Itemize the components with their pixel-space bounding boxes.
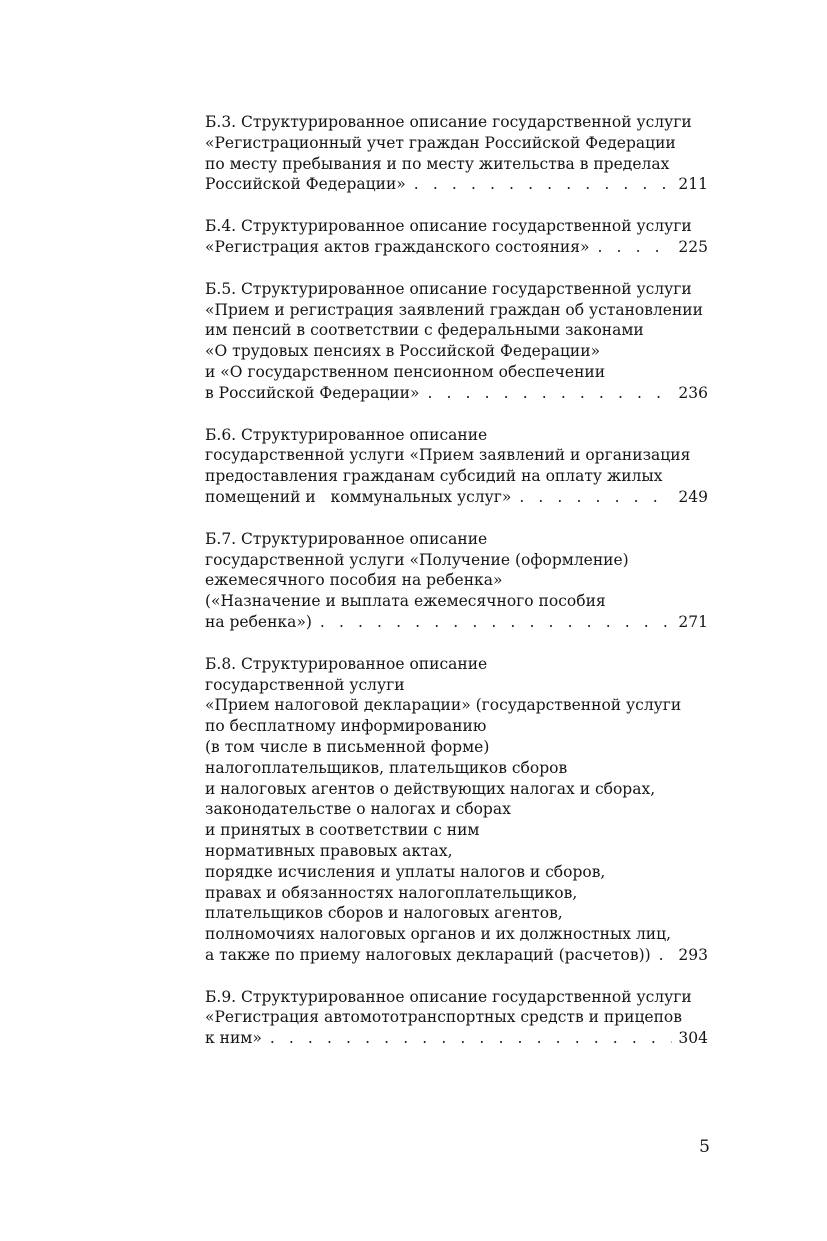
page-ref: 211 (678, 175, 708, 194)
entry-line: налогоплательщиков, плательщиков сборов (205, 758, 568, 777)
toc-entry-b6 (205, 425, 708, 508)
entry-line: Б.8. Структурированное описание (205, 654, 488, 673)
entry-line: государственной услуги (205, 675, 405, 694)
entry-line: Б.4. Структурированное описание государственной услуги (205, 217, 692, 236)
entry-line: ежемесячного пособия на ребенка» (205, 571, 503, 590)
entry-last-line (205, 487, 708, 508)
entry-line: «Прием и регистрация заявлений граждан об установлении (205, 300, 703, 319)
page-number: 5 (699, 1137, 710, 1157)
page-ref: 236 (678, 383, 708, 402)
entry-line: Б.6. Структурированное описание (205, 425, 488, 444)
entry-line: государственной услуги «Получение (оформление) (205, 550, 629, 569)
page-ref: 293 (678, 945, 708, 964)
entry-last-line (205, 237, 708, 258)
entry-line: Б.3. Структурированное описание государственной услуги (205, 113, 692, 131)
toc-entry-b8 (205, 654, 708, 966)
dot-leader (419, 383, 672, 404)
entry-line: в Российской Федерации» (205, 383, 420, 402)
page-ref: 249 (678, 487, 708, 506)
entry-last-line (205, 612, 708, 633)
dot-leader (312, 612, 673, 633)
page-ref: 271 (678, 612, 708, 631)
entry-line: помещений и коммунальных услуг» (205, 487, 512, 506)
entry-line: и налоговых агентов о действующих налогах и сборах, (205, 779, 656, 798)
entry-line: «О трудовых пенсиях в Российской Федерации» (205, 342, 601, 361)
entry-line: «Регистрационный учет граждан Российской Федерации (205, 133, 676, 152)
entry-line: законодательстве о налогах и сборах (205, 800, 511, 819)
entry-line: плательщиков сборов и налоговых агентов, (205, 904, 563, 923)
dot-leader (262, 1028, 673, 1049)
entry-last-line (205, 383, 708, 404)
dot-leader (651, 945, 673, 966)
dot-leader (406, 174, 673, 195)
entry-line: полномочиях налоговых органов и их должностных лиц, (205, 925, 672, 944)
entry-line: порядке исчисления и уплаты налогов и сборов, (205, 862, 606, 881)
entry-line: «Регистрация актов гражданского состояния» (205, 237, 590, 256)
entry-line: а также по приему налоговых деклараций (расчетов)) (205, 945, 651, 964)
entry-line: к ним» (205, 1029, 262, 1048)
page-ref: 304 (678, 1029, 708, 1048)
entry-line: и «О государственном пенсионном обеспечении (205, 362, 606, 381)
entry-line: по бесплатному информированию (205, 717, 487, 736)
entry-line: (в том числе в письменной форме) (205, 737, 490, 756)
toc-entry-b7 (205, 529, 708, 633)
entry-last-line (205, 174, 708, 195)
entry-line: «Прием налоговой декларации» (государственной услуги (205, 696, 682, 715)
entry-line: «Регистрация автомототранспортных средств и прицепов (205, 1008, 682, 1027)
entry-line: Б.7. Структурированное описание (205, 529, 488, 548)
toc-entry-b3 (205, 112, 708, 195)
entry-line: предоставления гражданам субсидий на оплату жилых (205, 467, 663, 486)
page-ref: 225 (678, 237, 708, 256)
entry-line: правах и обязанностях налогоплательщиков, (205, 883, 578, 902)
entry-line: на ребенка») (205, 612, 312, 631)
entry-line: Б.9. Структурированное описание государственной услуги (205, 987, 692, 1006)
entry-last-line (205, 1028, 708, 1049)
entry-line: по месту пребывания и по месту жительства в пределах (205, 154, 670, 173)
toc-entry-b5 (205, 279, 708, 404)
toc-entry-b9 (205, 987, 708, 1049)
toc-entry-b4 (205, 216, 708, 258)
table-of-contents (205, 112, 708, 1070)
entry-line: нормативных правовых актах, (205, 841, 453, 860)
entry-line: Б.5. Структурированное описание государственной услуги (205, 279, 692, 298)
entry-line: Российской Федерации» (205, 175, 406, 194)
entry-line: им пенсий в соответствии с федеральными законами (205, 321, 644, 340)
dot-leader (511, 487, 672, 508)
entry-line: государственной услуги «Прием заявлений и организация (205, 446, 691, 465)
dot-leader (590, 237, 673, 258)
entry-line: и принятых в соответствии с ним (205, 821, 480, 840)
entry-line: («Назначение и выплата ежемесячного пособия (205, 592, 606, 611)
entry-last-line (205, 945, 708, 966)
